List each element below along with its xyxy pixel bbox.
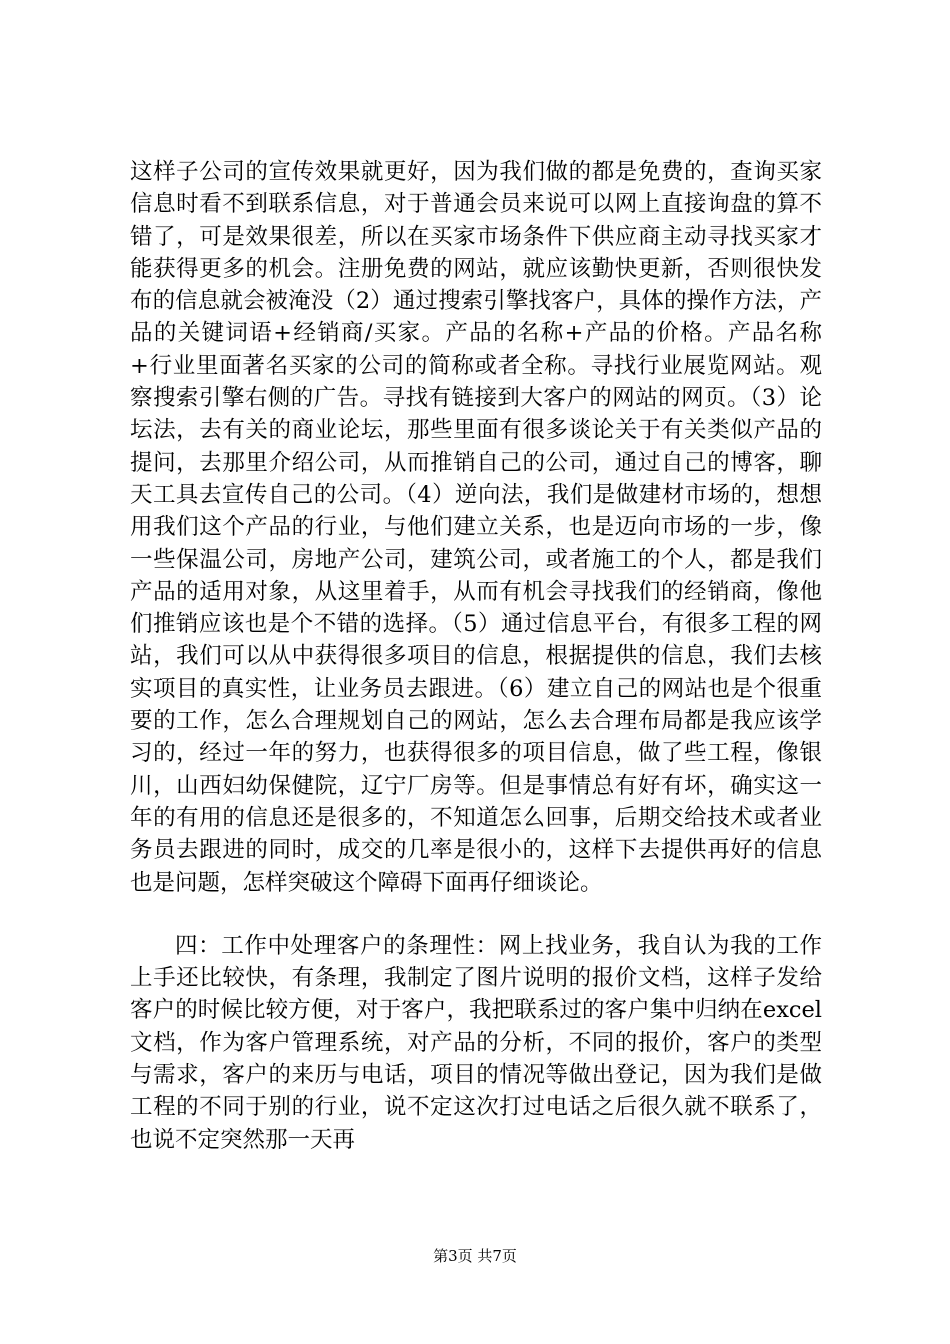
page-number: 第3页 共7页: [433, 1247, 517, 1265]
document-body: [130, 156, 822, 1156]
page-footer: [0, 1246, 950, 1266]
paragraph-continued: 这样子公司的宣传效果就更好，因为我们做的都是免费的，查询买家信息时看不到联系信息，对于普通会员来说可以网上直接询盘的算不错了，可是效果很差，所以在买家市场条件下供应商主动寻找买家才能获得更多的机会。注册免费的网站，就应该勤快更新，否则很快发布的信息就会被淹没（2）通过搜索引擎找客户，具体的操作方法，产品的关键词语+经销商/买家。产品的名称+产品的价格。产品名称+行业里面著名买家的公司的简称或者全称。寻找行业展览网站。观察搜索引擎右侧的广告。寻找有链接到大客户的网站的网页。（3）论坛法，去有关的商业论坛，那些里面有很多谈论关于有关类似产品的提问，去那里介绍公司，从而推销自己的公司，通过自己的博客，聊天工具去宣传自己的公司。（4）逆向法，我们是做建材市场的，想想用我们这个产品的行业，与他们建立关系，也是迈向市场的一步，像一些保温公司，房地产公司，建筑公司，或者施工的个人，都是我们产品的适用对象，从这里着手，从而有机会寻找我们的经销商，像他们推销应该也是个不错的选择。（5）通过信息平台，有很多工程的网站，我们可以从中获得很多项目的信息，根据提供的信息，我们去核实项目的真实性，让业务员去跟进。（6）建立自己的网站也是个很重要的工作，怎么合理规划自己的网站，怎么去合理布局都是我应该学习的，经过一年的努力，也获得很多的项目信息，做了些工程，像银川，山西妇幼保健院，辽宁厂房等。但是事情总有好有坏，确实这一年的有用的信息还是很多的，不知道怎么回事，后期交给技术或者业务员去跟进的同时，成交的几率是很小的，这样下去提供再好的信息也是问题，怎样突破这个障碍下面再仔细谈论。: [130, 159, 822, 896]
paragraph-section-four: 四：工作中处理客户的条理性：网上找业务，我自认为我的工作上手还比较快，有条理，我制定了图片说明的报价文档，这样子发给客户的时候比较方便，对于客户，我把联系过的客户集中归纳在excel文档，作为客户管理系统，对产品的分析，不同的报价，客户的类型与需求，客户的来历与电话，项目的情况等做出登记，因为我们是做工程的不同于别的行业，说不定这次打过电话之后很久就不联系了，也说不定突然那一天再: [130, 932, 822, 1153]
